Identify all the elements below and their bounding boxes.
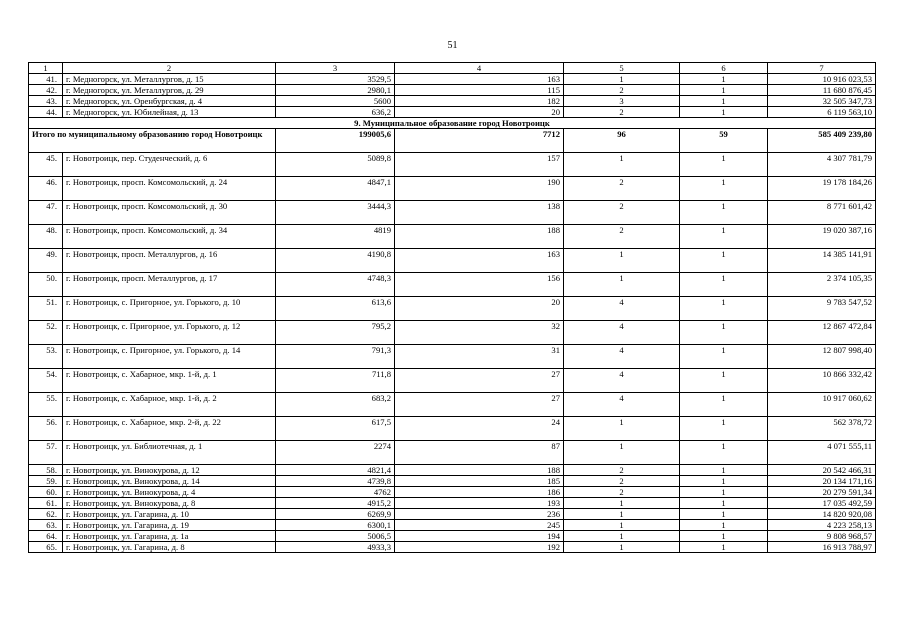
- col5-cell: 1: [564, 153, 680, 177]
- col5-cell: 2: [564, 225, 680, 249]
- total-cost: 585 409 239,80: [768, 129, 876, 153]
- address-cell: г. Новотроицк, ул. Гагарина, д. 8: [63, 542, 276, 553]
- area-cell: 5089,8: [276, 153, 395, 177]
- area-cell: 4933,3: [276, 542, 395, 553]
- row-number: 65.: [29, 542, 63, 553]
- table-row: [29, 249, 876, 273]
- cost-cell: 14 385 141,91: [768, 249, 876, 273]
- address-cell: г. Новотроицк, просп. Металлургов, д. 17: [63, 273, 276, 297]
- residents-cell: 163: [395, 74, 564, 85]
- row-number: 63.: [29, 520, 63, 531]
- cost-cell: 16 913 788,97: [768, 542, 876, 553]
- table-row: [29, 153, 876, 177]
- table-row: [29, 441, 876, 465]
- table-row: [29, 476, 876, 487]
- col6-cell: 1: [680, 249, 768, 273]
- row-number: 46.: [29, 177, 63, 201]
- col6-cell: 1: [680, 369, 768, 393]
- area-cell: 6269,9: [276, 509, 395, 520]
- table-row: [29, 369, 876, 393]
- residents-cell: 27: [395, 393, 564, 417]
- table-row: [29, 201, 876, 225]
- col5-cell: 1: [564, 498, 680, 509]
- col6-cell: 1: [680, 542, 768, 553]
- cost-cell: 20 134 171,16: [768, 476, 876, 487]
- residents-cell: 192: [395, 542, 564, 553]
- table-row: [29, 498, 876, 509]
- total-col5: 96: [564, 129, 680, 153]
- column-header: 6: [680, 63, 768, 74]
- row-number: 47.: [29, 201, 63, 225]
- col6-cell: 1: [680, 85, 768, 96]
- col6-cell: 1: [680, 321, 768, 345]
- col6-cell: 1: [680, 273, 768, 297]
- section-title: 9. Муниципальное образование город Новотроицк: [29, 118, 876, 129]
- row-number: 52.: [29, 321, 63, 345]
- row-number: 62.: [29, 509, 63, 520]
- residents-cell: 194: [395, 531, 564, 542]
- row-number: 48.: [29, 225, 63, 249]
- table-row: [29, 297, 876, 321]
- area-cell: 6300,1: [276, 520, 395, 531]
- address-cell: г. Новотроицк, с. Пригорное, ул. Горького, д. 14: [63, 345, 276, 369]
- address-cell: г. Новотроицк, просп. Комсомольский, д. 24: [63, 177, 276, 201]
- residents-cell: 27: [395, 369, 564, 393]
- col6-cell: 1: [680, 531, 768, 542]
- row-number: 43.: [29, 96, 63, 107]
- table-row: [29, 531, 876, 542]
- housing-table: [28, 62, 876, 553]
- cost-cell: 19 178 184,26: [768, 177, 876, 201]
- column-header: 5: [564, 63, 680, 74]
- table-row: [29, 85, 876, 96]
- total-row: [29, 129, 876, 153]
- cost-cell: 2 374 105,35: [768, 273, 876, 297]
- address-cell: г. Новотроицк, с. Пригорное, ул. Горького, д. 12: [63, 321, 276, 345]
- residents-cell: 20: [395, 107, 564, 118]
- cost-cell: 8 771 601,42: [768, 201, 876, 225]
- area-cell: 617,5: [276, 417, 395, 441]
- col6-cell: 1: [680, 201, 768, 225]
- area-cell: 711,8: [276, 369, 395, 393]
- area-cell: 4915,2: [276, 498, 395, 509]
- column-header: 2: [63, 63, 276, 74]
- cost-cell: 10 916 023,53: [768, 74, 876, 85]
- col6-cell: 1: [680, 465, 768, 476]
- residents-cell: 185: [395, 476, 564, 487]
- area-cell: 4748,3: [276, 273, 395, 297]
- cost-cell: 14 820 920,08: [768, 509, 876, 520]
- row-number: 44.: [29, 107, 63, 118]
- area-cell: 5006,5: [276, 531, 395, 542]
- table-row: [29, 465, 876, 476]
- row-number: 53.: [29, 345, 63, 369]
- area-cell: 791,3: [276, 345, 395, 369]
- table-header-row: [29, 63, 876, 74]
- column-header: 7: [768, 63, 876, 74]
- table-row: [29, 321, 876, 345]
- total-residents: 7712: [395, 129, 564, 153]
- column-header: 3: [276, 63, 395, 74]
- row-number: 60.: [29, 487, 63, 498]
- cost-cell: 10 917 060,62: [768, 393, 876, 417]
- row-number: 54.: [29, 369, 63, 393]
- col6-cell: 1: [680, 417, 768, 441]
- col5-cell: 3: [564, 96, 680, 107]
- cost-cell: 4 223 258,13: [768, 520, 876, 531]
- area-cell: 683,2: [276, 393, 395, 417]
- table-row: [29, 509, 876, 520]
- table-row: [29, 107, 876, 118]
- cost-cell: 12 867 472,84: [768, 321, 876, 345]
- address-cell: г. Новотроицк, просп. Комсомольский, д. 30: [63, 201, 276, 225]
- address-cell: г. Новотроицк, ул. Винокурова, д. 14: [63, 476, 276, 487]
- table-row: [29, 345, 876, 369]
- area-cell: 3529,5: [276, 74, 395, 85]
- col5-cell: 4: [564, 345, 680, 369]
- col6-cell: 1: [680, 476, 768, 487]
- row-number: 57.: [29, 441, 63, 465]
- area-cell: 5600: [276, 96, 395, 107]
- cost-cell: 6 119 563,10: [768, 107, 876, 118]
- area-cell: 4819: [276, 225, 395, 249]
- area-cell: 613,6: [276, 297, 395, 321]
- col5-cell: 4: [564, 321, 680, 345]
- row-number: 59.: [29, 476, 63, 487]
- residents-cell: 193: [395, 498, 564, 509]
- residents-cell: 156: [395, 273, 564, 297]
- row-number: 42.: [29, 85, 63, 96]
- col5-cell: 1: [564, 542, 680, 553]
- col5-cell: 1: [564, 531, 680, 542]
- col6-cell: 1: [680, 498, 768, 509]
- col5-cell: 1: [564, 74, 680, 85]
- col5-cell: 2: [564, 85, 680, 96]
- col5-cell: 4: [564, 369, 680, 393]
- residents-cell: 163: [395, 249, 564, 273]
- area-cell: 2274: [276, 441, 395, 465]
- col6-cell: 1: [680, 441, 768, 465]
- address-cell: г. Новотроицк, ул. Библиотечная, д. 1: [63, 441, 276, 465]
- address-cell: г. Новотроицк, с. Хабарное, мкр. 1-й, д. 1: [63, 369, 276, 393]
- col5-cell: 1: [564, 509, 680, 520]
- row-number: 45.: [29, 153, 63, 177]
- col5-cell: 1: [564, 417, 680, 441]
- residents-cell: 157: [395, 153, 564, 177]
- col5-cell: 1: [564, 441, 680, 465]
- cost-cell: 20 542 466,31: [768, 465, 876, 476]
- cost-cell: 562 378,72: [768, 417, 876, 441]
- total-col6: 59: [680, 129, 768, 153]
- area-cell: 3444,3: [276, 201, 395, 225]
- area-cell: 795,2: [276, 321, 395, 345]
- area-cell: 4190,8: [276, 249, 395, 273]
- cost-cell: 4 307 781,79: [768, 153, 876, 177]
- residents-cell: 182: [395, 96, 564, 107]
- cost-cell: 10 866 332,42: [768, 369, 876, 393]
- col5-cell: 1: [564, 273, 680, 297]
- col5-cell: 4: [564, 297, 680, 321]
- table-row: [29, 417, 876, 441]
- cost-cell: 9 783 547,52: [768, 297, 876, 321]
- row-number: 55.: [29, 393, 63, 417]
- cost-cell: 11 680 876,45: [768, 85, 876, 96]
- col6-cell: 1: [680, 297, 768, 321]
- address-cell: г. Новотроицк, ул. Гагарина, д. 10: [63, 509, 276, 520]
- section-title-row: [29, 118, 876, 129]
- address-cell: г. Новотроицк, ул. Винокурова, д. 8: [63, 498, 276, 509]
- col6-cell: 1: [680, 520, 768, 531]
- col5-cell: 2: [564, 201, 680, 225]
- row-number: 58.: [29, 465, 63, 476]
- page-number: 51: [447, 40, 458, 51]
- residents-cell: 24: [395, 417, 564, 441]
- column-header: 1: [29, 63, 63, 74]
- col5-cell: 2: [564, 107, 680, 118]
- row-number: 56.: [29, 417, 63, 441]
- area-cell: 4847,1: [276, 177, 395, 201]
- col5-cell: 2: [564, 487, 680, 498]
- table-row: [29, 96, 876, 107]
- table-row: [29, 74, 876, 85]
- col5-cell: 2: [564, 177, 680, 201]
- address-cell: г. Новотроицк, с. Пригорное, ул. Горького, д. 10: [63, 297, 276, 321]
- cost-cell: 20 279 591,34: [768, 487, 876, 498]
- row-number: 51.: [29, 297, 63, 321]
- cost-cell: 9 808 968,57: [768, 531, 876, 542]
- residents-cell: 186: [395, 487, 564, 498]
- col5-cell: 2: [564, 465, 680, 476]
- address-cell: г. Новотроицк, пер. Студенческий, д. 6: [63, 153, 276, 177]
- address-cell: г. Новотроицк, просп. Комсомольский, д. 34: [63, 225, 276, 249]
- col5-cell: 4: [564, 393, 680, 417]
- col6-cell: 1: [680, 225, 768, 249]
- row-number: 41.: [29, 74, 63, 85]
- residents-cell: 20: [395, 297, 564, 321]
- address-cell: г. Медногорск, ул. Металлургов, д. 15: [63, 74, 276, 85]
- table-row: [29, 393, 876, 417]
- col6-cell: 1: [680, 509, 768, 520]
- residents-cell: 188: [395, 465, 564, 476]
- address-cell: г. Медногорск, ул. Юбилейная, д. 13: [63, 107, 276, 118]
- address-cell: г. Новотроицк, просп. Металлургов, д. 16: [63, 249, 276, 273]
- col5-cell: 2: [564, 476, 680, 487]
- area-cell: 4762: [276, 487, 395, 498]
- col6-cell: 1: [680, 153, 768, 177]
- col6-cell: 1: [680, 393, 768, 417]
- col6-cell: 1: [680, 177, 768, 201]
- address-cell: г. Новотроицк, ул. Гагарина, д. 1а: [63, 531, 276, 542]
- residents-cell: 190: [395, 177, 564, 201]
- table-row: [29, 273, 876, 297]
- total-label: Итого по муниципальному образованию город Новотроицк: [29, 129, 276, 153]
- area-cell: 636,2: [276, 107, 395, 118]
- area-cell: 4739,8: [276, 476, 395, 487]
- cost-cell: 32 505 347,73: [768, 96, 876, 107]
- col5-cell: 1: [564, 249, 680, 273]
- cost-cell: 17 035 492,59: [768, 498, 876, 509]
- col6-cell: 1: [680, 96, 768, 107]
- column-header: 4: [395, 63, 564, 74]
- col6-cell: 1: [680, 74, 768, 85]
- table-row: [29, 542, 876, 553]
- table-row: [29, 520, 876, 531]
- address-cell: г. Новотроицк, ул. Винокурова, д. 12: [63, 465, 276, 476]
- residents-cell: 87: [395, 441, 564, 465]
- col6-cell: 1: [680, 487, 768, 498]
- residents-cell: 236: [395, 509, 564, 520]
- area-cell: 4821,4: [276, 465, 395, 476]
- table-row: [29, 487, 876, 498]
- residents-cell: 31: [395, 345, 564, 369]
- col6-cell: 1: [680, 107, 768, 118]
- residents-cell: 115: [395, 85, 564, 96]
- col6-cell: 1: [680, 345, 768, 369]
- row-number: 50.: [29, 273, 63, 297]
- cost-cell: 12 807 998,40: [768, 345, 876, 369]
- table-row: [29, 177, 876, 201]
- cost-cell: 4 071 555,11: [768, 441, 876, 465]
- address-cell: г. Медногорск, ул. Металлургов, д. 29: [63, 85, 276, 96]
- col5-cell: 1: [564, 520, 680, 531]
- address-cell: г. Новотроицк, ул. Винокурова, д. 4: [63, 487, 276, 498]
- total-area: 199005,6: [276, 129, 395, 153]
- row-number: 49.: [29, 249, 63, 273]
- address-cell: г. Новотроицк, с. Хабарное, мкр. 2-й, д. 22: [63, 417, 276, 441]
- table-row: [29, 225, 876, 249]
- residents-cell: 138: [395, 201, 564, 225]
- address-cell: г. Новотроицк, с. Хабарное, мкр. 1-й, д. 2: [63, 393, 276, 417]
- residents-cell: 188: [395, 225, 564, 249]
- cost-cell: 19 020 387,16: [768, 225, 876, 249]
- area-cell: 2980,1: [276, 85, 395, 96]
- address-cell: г. Новотроицк, ул. Гагарина, д. 19: [63, 520, 276, 531]
- row-number: 61.: [29, 498, 63, 509]
- address-cell: г. Медногорск, ул. Оренбургская, д. 4: [63, 96, 276, 107]
- residents-cell: 245: [395, 520, 564, 531]
- row-number: 64.: [29, 531, 63, 542]
- residents-cell: 32: [395, 321, 564, 345]
